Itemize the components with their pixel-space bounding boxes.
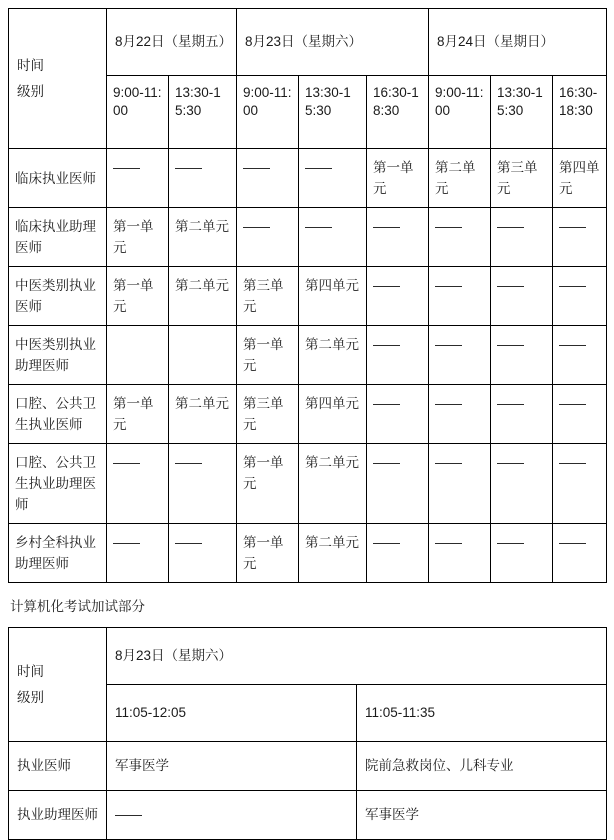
cell-1-0: 第一单元 — [107, 208, 169, 267]
cell-5-7: —— — [553, 444, 607, 524]
cell-1-7: —— — [553, 208, 607, 267]
table-row — [9, 267, 607, 326]
cell-5-2: 第一单元 — [237, 444, 299, 524]
day-header-1: 8月23日（星期六） — [237, 9, 429, 76]
cell-3-1 — [169, 326, 237, 385]
cell-2-3: 第四单元 — [299, 267, 367, 326]
slot-header-6: 13:30-15:30 — [491, 76, 553, 149]
cell-3-4: —— — [367, 326, 429, 385]
cell-1-1: 第二单元 — [169, 208, 237, 267]
slot-header-7: 16:30-18:30 — [553, 76, 607, 149]
slot-header-4: 16:30-18:30 — [367, 76, 429, 149]
corner-header-cell — [9, 9, 107, 149]
table-row — [9, 444, 607, 524]
cell-1-2: —— — [237, 208, 299, 267]
cell-4-1: 第二单元 — [169, 385, 237, 444]
table-row — [9, 385, 607, 444]
table-row — [9, 149, 607, 208]
slot-header-2: 9:00-11:00 — [237, 76, 299, 149]
slot-header-5: 9:00-11:00 — [429, 76, 491, 149]
cell-4-2: 第三单元 — [237, 385, 299, 444]
exam-schedule-table — [8, 8, 607, 583]
cell-5-3: 第二单元 — [299, 444, 367, 524]
cell-0-5: 第二单元 — [429, 149, 491, 208]
cell-2-0: 第一单元 — [107, 267, 169, 326]
computer-exam-extra-table — [8, 627, 607, 840]
cell-3-0 — [107, 326, 169, 385]
row-level-4: 口腔、公共卫生执业医师 — [9, 385, 107, 444]
cell-1-5: —— — [429, 208, 491, 267]
cell-3-6: —— — [491, 326, 553, 385]
corner-label-time: 时间 — [17, 57, 44, 73]
extra-cell-1-0: —— — [107, 791, 357, 840]
cell-4-6: —— — [491, 385, 553, 444]
row-level-3: 中医类别执业助理医师 — [9, 326, 107, 385]
extra-day-header: 8月23日（星期六） — [107, 628, 607, 685]
extra-time-header-1: 11:05-11:35 — [357, 685, 607, 742]
row-level-6: 乡村全科执业助理医师 — [9, 524, 107, 583]
table-header-days — [9, 9, 607, 76]
cell-0-7: 第四单元 — [553, 149, 607, 208]
cell-4-4: —— — [367, 385, 429, 444]
cell-0-1: —— — [169, 149, 237, 208]
cell-3-3: 第二单元 — [299, 326, 367, 385]
cell-0-6: 第三单元 — [491, 149, 553, 208]
cell-5-0: —— — [107, 444, 169, 524]
slot-header-3: 13:30-15:30 — [299, 76, 367, 149]
cell-3-7: —— — [553, 326, 607, 385]
cell-6-4: —— — [367, 524, 429, 583]
extra-corner-label-time: 时间 — [17, 663, 44, 679]
cell-6-6: —— — [491, 524, 553, 583]
extra-cell-0-0: 军事医学 — [107, 742, 357, 791]
extra-row-level-1: 执业助理医师 — [9, 791, 107, 840]
cell-2-5: —— — [429, 267, 491, 326]
cell-2-6: —— — [491, 267, 553, 326]
slot-header-0: 9:00-11:00 — [107, 76, 169, 149]
extra-cell-0-1: 院前急救岗位、儿科专业 — [357, 742, 607, 791]
cell-6-0: —— — [107, 524, 169, 583]
cell-0-0: —— — [107, 149, 169, 208]
day-header-2: 8月24日（星期日） — [429, 9, 607, 76]
extra-time-header-0: 11:05-12:05 — [107, 685, 357, 742]
table-row — [9, 791, 607, 840]
cell-6-7: —— — [553, 524, 607, 583]
cell-6-3: 第二单元 — [299, 524, 367, 583]
cell-2-2: 第三单元 — [237, 267, 299, 326]
row-level-5: 口腔、公共卫生执业助理医师 — [9, 444, 107, 524]
section-title: 计算机化考试加试部分 — [10, 599, 145, 614]
cell-2-7: —— — [553, 267, 607, 326]
cell-3-5: —— — [429, 326, 491, 385]
cell-4-5: —— — [429, 385, 491, 444]
extra-header-day — [9, 628, 607, 685]
row-level-1: 临床执业助理医师 — [9, 208, 107, 267]
cell-6-1: —— — [169, 524, 237, 583]
cell-0-2: —— — [237, 149, 299, 208]
cell-1-6: —— — [491, 208, 553, 267]
extra-cell-1-1: 军事医学 — [357, 791, 607, 840]
cell-0-4: 第一单元 — [367, 149, 429, 208]
corner-label-level: 级别 — [17, 83, 44, 99]
cell-3-2: 第一单元 — [237, 326, 299, 385]
table-row — [9, 326, 607, 385]
cell-4-3: 第四单元 — [299, 385, 367, 444]
cell-2-4: —— — [367, 267, 429, 326]
cell-6-5: —— — [429, 524, 491, 583]
row-level-2: 中医类别执业医师 — [9, 267, 107, 326]
cell-6-2: 第一单元 — [237, 524, 299, 583]
cell-4-7: —— — [553, 385, 607, 444]
cell-1-3: —— — [299, 208, 367, 267]
cell-5-6: —— — [491, 444, 553, 524]
cell-4-0: 第一单元 — [107, 385, 169, 444]
cell-5-5: —— — [429, 444, 491, 524]
extra-row-level-0: 执业医师 — [9, 742, 107, 791]
row-level-0: 临床执业医师 — [9, 149, 107, 208]
day-header-0: 8月22日（星期五） — [107, 9, 237, 76]
cell-5-4: —— — [367, 444, 429, 524]
table-row — [9, 524, 607, 583]
cell-5-1: —— — [169, 444, 237, 524]
extra-corner-header-cell — [9, 628, 107, 742]
cell-1-4: —— — [367, 208, 429, 267]
cell-2-1: 第二单元 — [169, 267, 237, 326]
extra-corner-label-level: 级别 — [17, 689, 44, 705]
slot-header-1: 13:30-15:30 — [169, 76, 237, 149]
table-row — [9, 208, 607, 267]
cell-0-3: —— — [299, 149, 367, 208]
